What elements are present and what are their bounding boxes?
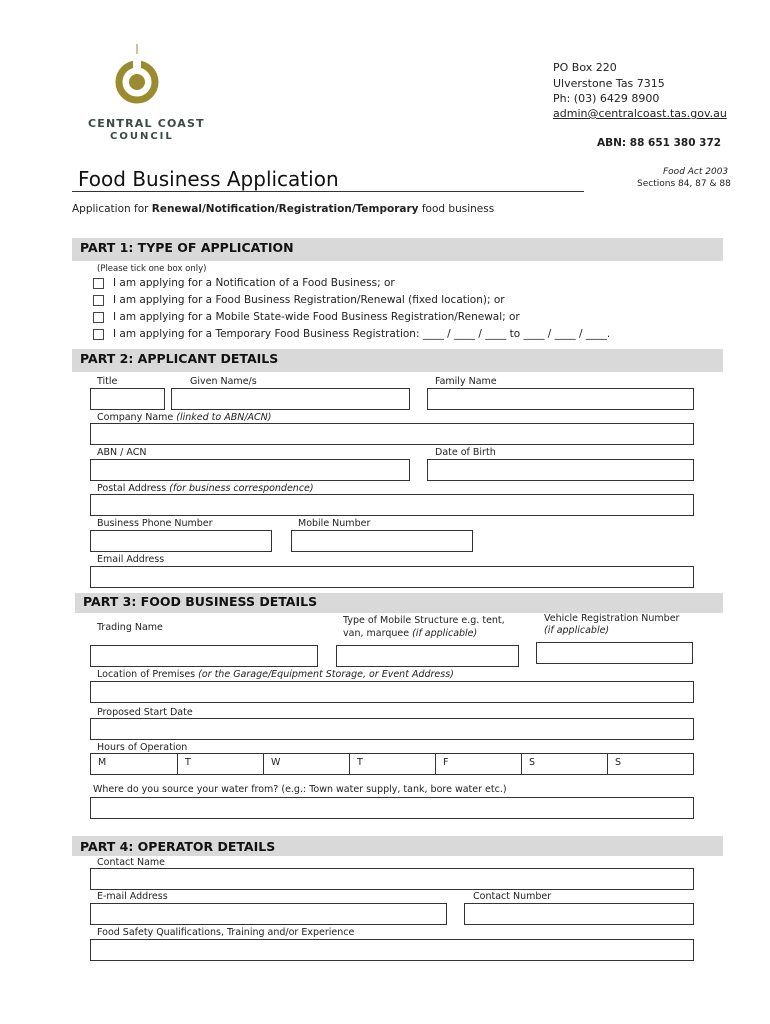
operator-email-label: E-mail Address (97, 891, 168, 902)
dob-input[interactable] (427, 459, 694, 481)
subtitle-suffix: food business (418, 203, 495, 215)
dob-label: Date of Birth (435, 447, 496, 458)
qualifications-label: Food Safety Qualifications, Training and/or Experience (97, 927, 355, 938)
contact-po-box: PO Box 220 (553, 61, 617, 74)
contact-name-input[interactable] (90, 868, 694, 890)
water-source-input[interactable] (90, 797, 694, 819)
option-2-checkbox[interactable] (93, 295, 104, 306)
contact-city: Ulverstone Tas 7315 (553, 77, 665, 90)
start-date-input[interactable] (90, 718, 694, 740)
given-name-label: Given Name/s (190, 376, 257, 387)
contact-number-input[interactable] (464, 903, 694, 925)
part1-note: (Please tick one box only) (97, 264, 207, 274)
structure-label-2 (343, 628, 477, 639)
act-sections: Sections 84, 87 & 88 (637, 179, 731, 189)
structure-label-1: Type of Mobile Structure e.g. tent, (343, 615, 505, 626)
trading-name-input[interactable] (90, 645, 318, 667)
company-name-text: Company Name (97, 412, 177, 423)
family-name-input[interactable] (427, 388, 694, 410)
qualifications-input[interactable] (90, 939, 694, 961)
postal-address-note: (for business correspondence) (169, 483, 314, 494)
contact-email-link[interactable]: admin@centralcoast.tas.gov.au (553, 107, 727, 120)
hours-tuesday[interactable]: T (177, 754, 263, 774)
hours-friday[interactable]: F (435, 754, 521, 774)
company-name-input[interactable] (90, 423, 694, 445)
title-input[interactable] (90, 388, 165, 410)
family-name-label: Family Name (435, 376, 497, 387)
business-phone-label: Business Phone Number (97, 518, 213, 529)
structure-note: (if applicable) (412, 628, 478, 639)
council-logo-mark (80, 40, 200, 110)
council-logo (80, 40, 205, 150)
structure-type-input[interactable] (336, 645, 519, 667)
mobile-number-input[interactable] (291, 530, 473, 552)
company-name-label (97, 412, 272, 423)
hours-label: Hours of Operation (97, 742, 188, 753)
hours-wednesday[interactable]: W (263, 754, 349, 774)
subtitle-bold: Renewal/Notification/Registration/Temporary (151, 203, 419, 215)
start-date-label: Proposed Start Date (97, 707, 193, 718)
mobile-number-label: Mobile Number (298, 518, 371, 529)
part1-header (72, 238, 723, 261)
contact-number-label: Contact Number (473, 891, 552, 902)
option-3-checkbox[interactable] (93, 312, 104, 323)
hours-thursday[interactable]: T (349, 754, 435, 774)
part2-header (72, 349, 723, 372)
part3-heading: PART 3: FOOD BUSINESS DETAILS (83, 594, 318, 609)
subtitle-prefix: Application for (72, 203, 152, 215)
title-underline (72, 191, 584, 192)
company-name-note: (linked to ABN/ACN) (176, 412, 272, 423)
part2-heading: PART 2: APPLICANT DETAILS (80, 351, 279, 366)
abn-acn-input[interactable] (90, 459, 410, 481)
email-address-label: Email Address (97, 554, 165, 565)
operator-email-input[interactable] (90, 903, 447, 925)
structure-label-2-text: van, marquee (343, 628, 413, 639)
vehicle-registration-input[interactable] (536, 642, 693, 664)
water-source-label: Where do you source your water from? (e.g.: Town water supply, tank, bore water etc.) (93, 784, 507, 795)
option-4-checkbox[interactable] (93, 329, 104, 340)
contact-name-label: Contact Name (97, 857, 166, 868)
business-phone-input[interactable] (90, 530, 272, 552)
vehicle-note: (if applicable) (544, 625, 610, 636)
postal-address-text: Postal Address (97, 483, 170, 494)
act-name: Food Act 2003 (663, 167, 729, 177)
given-name-input[interactable] (171, 388, 410, 410)
subtitle (72, 203, 494, 215)
option-1-label: I am applying for a Notification of a Food Business; or (113, 277, 395, 289)
part1-heading: PART 1: TYPE OF APPLICATION (80, 240, 294, 255)
hours-saturday[interactable]: S (521, 754, 607, 774)
option-1-checkbox[interactable] (93, 278, 104, 289)
premises-label-text: Location of Premises (97, 669, 199, 680)
page-title: Food Business Application (78, 167, 339, 191)
abn-acn-label: ABN / ACN (97, 447, 147, 458)
premises-label (97, 669, 454, 680)
logo-line-1: CENTRAL COAST (88, 117, 205, 130)
title-label: Title (97, 376, 118, 387)
part4-header (72, 836, 723, 856)
part4-heading: PART 4: OPERATOR DETAILS (80, 839, 276, 854)
option-2-label: I am applying for a Food Business Registration/Renewal (fixed location); or (113, 294, 505, 306)
contact-abn: ABN: 88 651 380 372 (597, 137, 722, 149)
trading-name-label: Trading Name (97, 622, 163, 633)
logo-line-2: COUNCIL (110, 131, 174, 142)
hours-sunday[interactable]: S (607, 754, 693, 774)
part3-header (75, 593, 723, 613)
hours-monday[interactable]: M (98, 757, 107, 768)
hours-table (90, 753, 694, 775)
vehicle-label: Vehicle Registration Number (544, 613, 680, 624)
option-3-label: I am applying for a Mobile State-wide Food Business Registration/Renewal; or (113, 311, 520, 323)
postal-address-input[interactable] (90, 494, 694, 516)
postal-address-label (97, 483, 314, 494)
option-4-label: I am applying for a Temporary Food Business Registration: ____ / ____ / ____ to ____ / ____ / ____. (113, 328, 611, 340)
contact-phone: Ph: (03) 6429 8900 (553, 92, 660, 105)
premises-input[interactable] (90, 681, 694, 703)
email-address-input[interactable] (90, 566, 694, 588)
premises-note: (or the Garage/Equipment Storage, or Event Address) (198, 669, 454, 680)
